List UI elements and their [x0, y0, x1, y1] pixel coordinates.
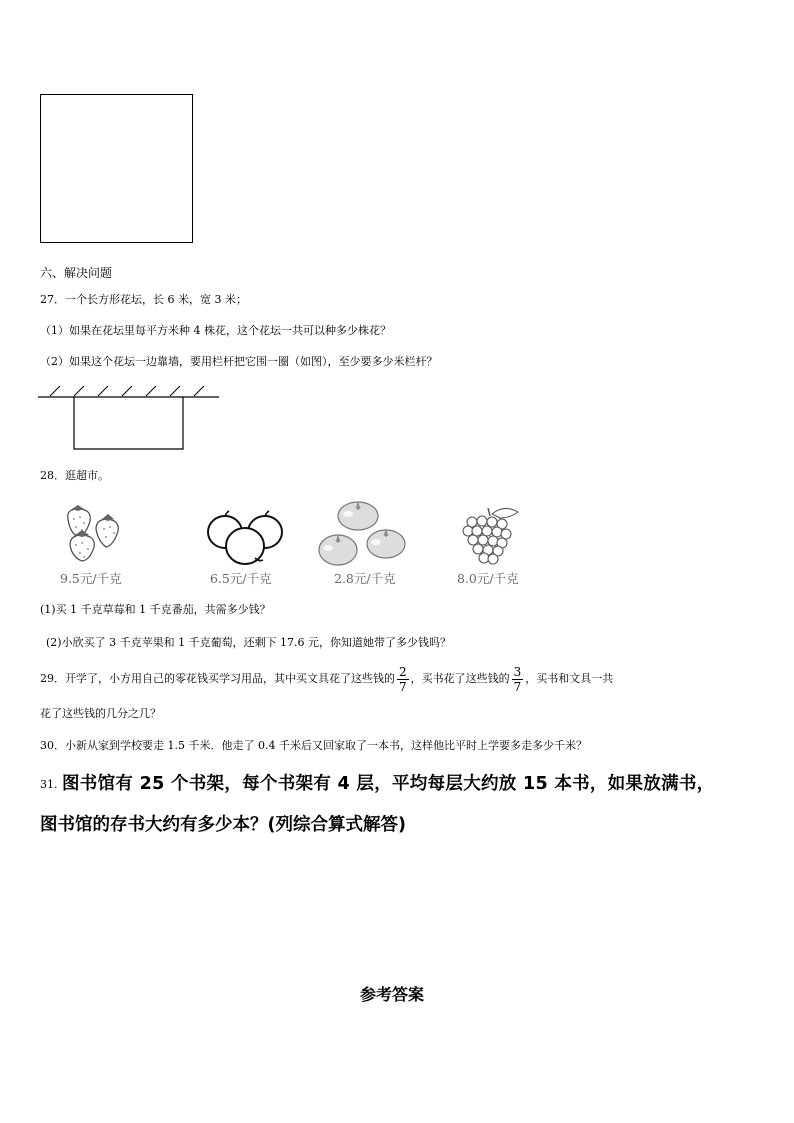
q27-stem: 27．一个长方形花坛，长 6 米，宽 3 米；	[40, 293, 247, 306]
answer-heading: 参考答案	[360, 985, 425, 1004]
fraction-3-7: $\frac{3}{7}$	[513, 664, 522, 694]
strawberry-price: 9.5元/千克	[60, 571, 122, 586]
q29-part2: ，买书花了这些钱的	[410, 672, 510, 685]
grape-price: 8.0元/千克	[457, 571, 519, 586]
tomato-icon	[318, 500, 410, 568]
section-title: 六、解决问题	[40, 266, 113, 280]
q31-number: 31.	[40, 778, 58, 791]
q29-line1	[40, 665, 613, 693]
apple-icon	[205, 510, 285, 566]
q28-sub1: (1)买 1 千克草莓和 1 千克番茄，共需多少钱？	[40, 603, 271, 616]
q29-part1: 29．开学了，小方用自己的零花钱买学习用品，其中买文具花了这些钱的	[40, 672, 395, 685]
q28-sub2: (2)小欣买了 3 千克苹果和 1 千克葡萄，还剩下 17.6 元，你知道她带了多少钱吗？	[46, 636, 452, 649]
q28-stem: 28．逛超市。	[40, 469, 109, 482]
apple-price: 6.5元/千克	[210, 571, 272, 586]
fraction-2-7: $\frac{2}{7}$	[399, 664, 407, 694]
q29-line2: 花了这些钱的几分之几？	[40, 707, 161, 720]
q31-line2: 图书馆的存书大约有多少本？(列综合算式解答)	[40, 815, 406, 835]
q27-sub2: （2）如果这个花坛一边靠墙，要用栏杆把它围一圈（如图），至少要多少米栏杆？	[40, 355, 438, 368]
q31-line1: 图书馆有 25 个书架，每个书架有 4 层，平均每层大约放 15 本书，如果放满书，	[62, 774, 715, 794]
strawberry-icon	[62, 505, 124, 563]
q29-part3: ，买书和文具一共	[525, 672, 614, 685]
q27-sub1: （1）如果在花坛里每平方米种 4 株花，这个花坛一共可以种多少株花？	[40, 324, 391, 337]
q30-text: 30．小新从家到学校要走 1.5 千米．他走了 0.4 千米后又回家取了一本书，这样他比平时上学要多走多少千米？	[40, 739, 587, 752]
tomato-price: 2.8元/千克	[334, 571, 396, 586]
grape-icon	[460, 504, 522, 566]
